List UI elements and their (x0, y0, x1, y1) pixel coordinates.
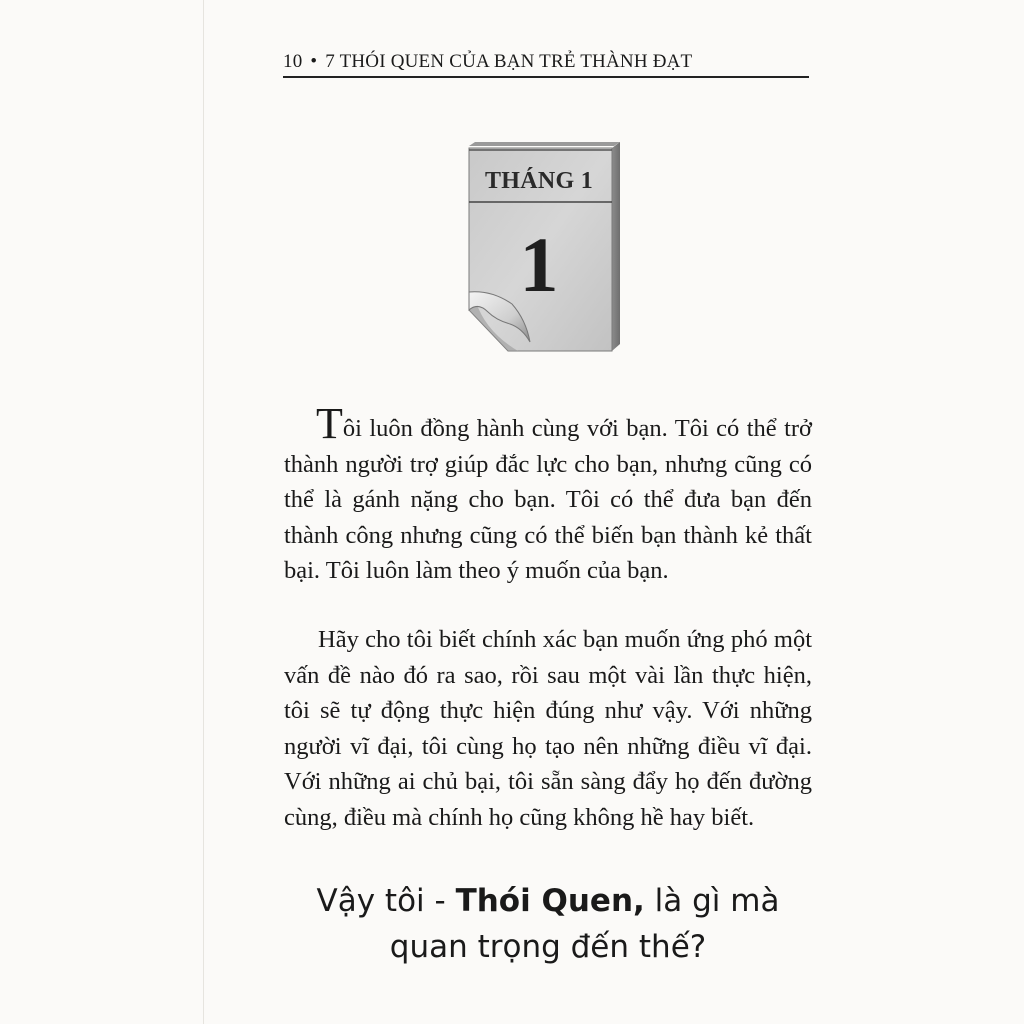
closing-question (284, 878, 812, 970)
calendar-illustration (466, 142, 620, 352)
paragraph-1 (284, 399, 812, 589)
page-edge (203, 0, 204, 1024)
drop-cap: T (316, 399, 343, 448)
closing-part-2: là gì mà quan trọng đến thế? (389, 883, 780, 965)
calendar-month: THÁNG 1 (484, 168, 594, 194)
book-title: 7 THÓI QUEN CỦA BẠN TRẺ THÀNH ĐẠT (325, 51, 693, 72)
calendar-day: 1 (519, 221, 559, 308)
running-header (283, 50, 809, 78)
paragraph-1-text: ôi luôn đồng hành cùng với bạn. Tôi có thể trở thành người trợ giúp đắc lực cho bạn, nhưng cũng có thể là gánh nặng cho bạn. Tôi có thể đưa bạn đến thành công nhưng cũng có thể biến bạn thành kẻ thất bại. Tôi luôn làm theo ý muốn của bạn. (284, 415, 812, 585)
closing-part-1: Vậy tôi - (316, 883, 456, 919)
closing-bold: Thói Quen, (455, 883, 645, 919)
header-separator: • (310, 51, 318, 72)
page-number: 10 (283, 51, 303, 72)
paragraph-2: Hãy cho tôi biết chính xác bạn muốn ứng phó một vấn đề nào đó ra sao, rồi sau một vài lần thực hiện, tôi sẽ tự động thực hiện đúng như vậy. Với những người vĩ đại, tôi cùng họ tạo nên những điều vĩ đại. Với những ai chủ bại, tôi sẵn sàng đẩy họ đến đường cùng, điều mà chính họ cũng không hề hay biết. (284, 626, 812, 831)
